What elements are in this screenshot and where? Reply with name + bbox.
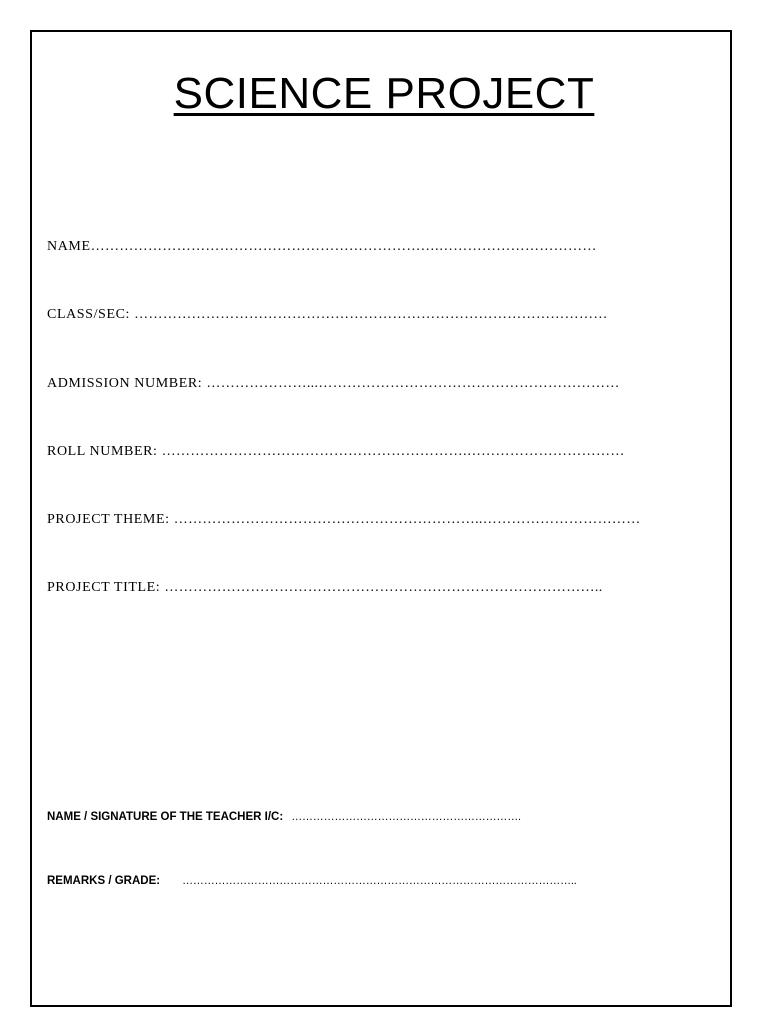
admission-number-label: ADMISSION NUMBER: [47,376,207,391]
project-theme-label: PROJECT THEME: [47,512,174,527]
project-title-field[interactable] [47,579,603,597]
class-sec-dots[interactable]: ……………………………………………………………………………………… [134,307,608,322]
name-label: NAME [47,239,91,254]
remarks-grade-dots[interactable]: ……………………………………………………………………………………………….. [182,875,577,887]
class-sec-field[interactable] [47,306,608,324]
project-title-label: PROJECT TITLE: [47,580,165,595]
remarks-grade-label: REMARKS / GRADE: [47,875,161,887]
remarks-grade-field[interactable] [47,873,577,889]
roll-number-dots[interactable]: ……………………………………………………….…………………………… [161,444,625,459]
admission-number-field[interactable] [47,375,620,393]
teacher-signature-dots[interactable]: ………………………………………………………. [291,811,521,823]
teacher-signature-label: NAME / SIGNATURE OF THE TEACHER I/C: [47,811,284,823]
class-sec-label: CLASS/SEC: [47,307,135,322]
project-theme-dots[interactable]: ………………………………………………………..…………………………… [173,512,641,527]
roll-number-field[interactable] [47,443,625,461]
name-field[interactable] [47,238,597,256]
admission-number-dots[interactable]: …………………...……………………………………………………… [206,376,620,391]
project-title-dots[interactable]: ……………………………………………………………………………….. [164,580,603,595]
project-theme-field[interactable] [47,511,641,529]
name-dots[interactable]: ……………………………………………………………….…………………………… [90,239,597,254]
page-title: SCIENCE PROJECT [173,69,595,118]
teacher-signature-field[interactable] [47,809,521,825]
roll-number-label: ROLL NUMBER: [47,444,162,459]
